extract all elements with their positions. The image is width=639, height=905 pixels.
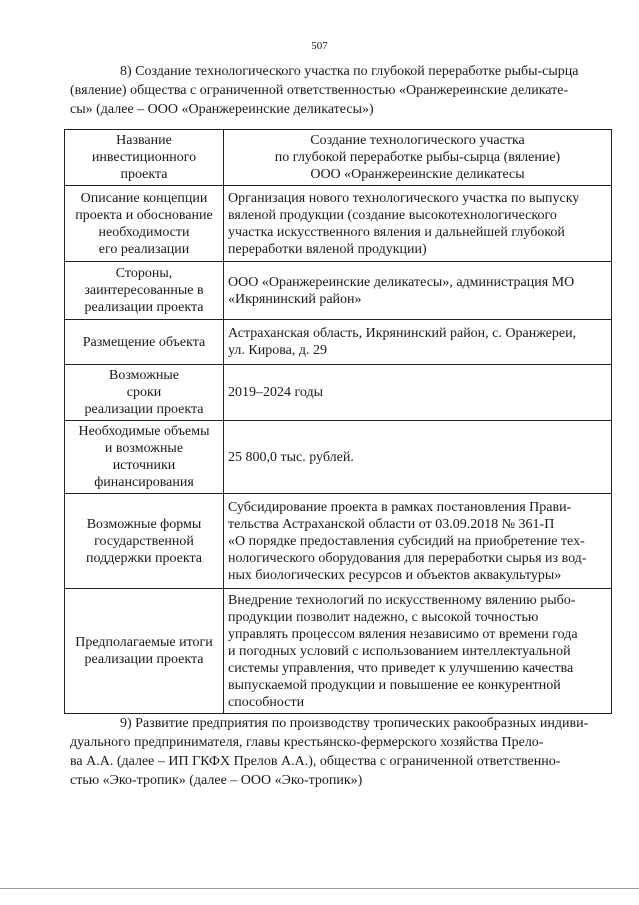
value-line: «Икрянинский район»	[228, 291, 362, 307]
text-line: (вяление) общества с ограниченной ответственностью «Оранжереинские деликате-	[70, 83, 569, 98]
label-line: Название	[116, 133, 172, 148]
label-line: финансирования	[94, 475, 194, 490]
row-label	[65, 494, 224, 589]
value-line: ООО «Оранжереинские деликатесы», администрация МО	[228, 274, 575, 290]
value-line: способности	[228, 694, 305, 710]
label-line: Возможные формы	[86, 516, 202, 532]
value-line: 25 800,0 тыс. рублей.	[228, 449, 354, 465]
row-label	[65, 421, 224, 494]
value-line: нологического оборудования для переработки сырья из вод-	[228, 550, 587, 566]
value-line: ул. Кирова, д. 29	[228, 343, 327, 358]
table-row	[65, 262, 612, 320]
label-line: реализации проекта	[84, 652, 204, 667]
label-line: Описание концепции	[80, 190, 208, 206]
row-label	[65, 589, 224, 714]
value-line: тельства Астраханской области от 03.09.2018 № 361-П	[228, 516, 555, 532]
value-line: управлять процессом вяления независимо от времени года	[228, 626, 578, 642]
value-line: 2019–2024 годы	[228, 385, 324, 400]
label-line: проекта	[120, 167, 168, 182]
row-label	[65, 186, 224, 262]
label-line: инвестиционного	[91, 150, 197, 165]
value-line: ных биологических ресурсов и объектов аквакультуры»	[228, 567, 562, 583]
section-8-heading	[70, 62, 610, 119]
text-line: 9) Развитие предприятия по производству тропических ракообразных индиви-	[120, 716, 589, 731]
page-number: 507	[311, 40, 328, 52]
row-value	[224, 262, 612, 320]
value-line: Астраханская область, Икрянинский район, с. Оранжереи,	[228, 326, 577, 341]
row-value	[224, 186, 612, 262]
row-value	[224, 130, 612, 186]
text-line: 8) Создание технологического участка по глубокой переработке рыбы-сырца	[120, 64, 579, 79]
row-value	[224, 320, 612, 365]
value-line: продукции позволит надежно, с высокой точностью	[228, 609, 539, 625]
label-line: Стороны,	[115, 266, 173, 281]
label-line: государственной	[94, 533, 194, 549]
value-line: переработки вяленой продукции)	[228, 241, 427, 257]
value-line: Создание технологического участка	[310, 133, 525, 148]
row-label	[65, 320, 224, 365]
label-line: проекта и обоснование	[75, 207, 213, 223]
table-row	[65, 494, 612, 589]
page-bottom-rule	[0, 888, 639, 889]
value-line: выпускаемой продукции и повышение ее конкурентной	[228, 677, 561, 693]
label-line: поддержки проекта	[85, 550, 202, 566]
label-line: Предполагаемые итоги	[75, 635, 213, 650]
value-line: системы управления, что приведет к улучшению качества	[228, 660, 574, 676]
text-line: ва А.А. (далее – ИП ГКФХ Прелов А.А.), общества с ограниченной ответственно-	[70, 754, 561, 769]
table-row	[65, 320, 612, 365]
label-line: и возможные	[104, 441, 184, 456]
text-line: стью «Эко-тропик» (далее – ООО «Эко-тропик»)	[70, 773, 363, 788]
row-label	[65, 130, 224, 186]
value-line: Внедрение технологий по искусственному вялению рыбо-	[228, 592, 576, 608]
label-line: его реализации	[98, 241, 190, 257]
label-line: сроки	[126, 385, 162, 400]
row-value	[224, 589, 612, 714]
table-row	[65, 421, 612, 494]
table-row	[65, 186, 612, 262]
value-line: вяленой продукции (создание высокотехнологического	[228, 207, 557, 223]
value-line: и погодных условий с использованием интеллектуальной	[228, 643, 571, 659]
row-value	[224, 494, 612, 589]
value-line: ООО «Оранжереинские деликатесы	[310, 167, 525, 182]
value-line: по глубокой переработке рыбы-сырца (вяление)	[274, 150, 561, 165]
table-row	[65, 589, 612, 714]
row-value	[224, 365, 612, 421]
value-line: Организация нового технологического участка по выпуску	[228, 190, 580, 206]
label-line: необходимости	[98, 224, 190, 240]
table-row	[65, 365, 612, 421]
label-line: Необходимые объемы	[78, 424, 210, 439]
table-row	[65, 130, 612, 186]
row-value	[224, 421, 612, 494]
text-line: дуального предпринимателя, главы крестьянско-фермерского хозяйства Прело-	[70, 735, 544, 750]
value-line: участка искусственного вяления и дальнейшей глубокой	[228, 224, 565, 240]
label-line: реализации проекта	[84, 300, 204, 315]
label-line: источники	[112, 458, 176, 473]
label-line: реализации проекта	[84, 402, 204, 417]
project-table	[64, 129, 612, 714]
label-line: заинтересованные в	[84, 283, 204, 298]
value-line: «О порядке предоставления субсидий на приобретение тех-	[228, 533, 585, 549]
value-line: Субсидирование проекта в рамках постановления Прави-	[228, 499, 572, 515]
label-line: Размещение объекта	[82, 334, 206, 350]
row-label	[65, 262, 224, 320]
row-label	[65, 365, 224, 421]
label-line: Возможные	[109, 368, 179, 383]
text-line: сы» (далее – ООО «Оранжереинские деликатесы»)	[70, 102, 374, 117]
section-9-heading	[70, 714, 610, 790]
